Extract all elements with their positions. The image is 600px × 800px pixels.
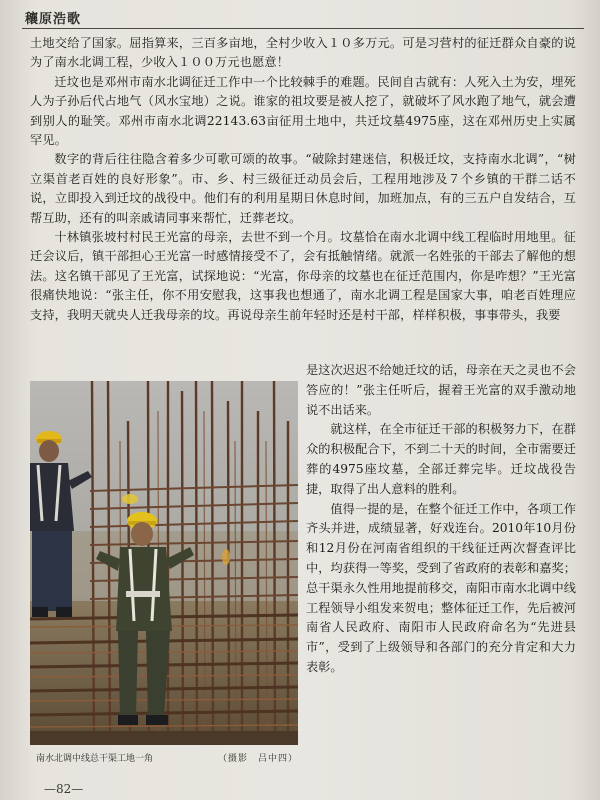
page-number: —82—: [44, 782, 84, 796]
paragraph: 数字的背后往往隐含着多少可歌可颂的故事。“破除封建迷信，积极迁坟，支持南水北调”，“树立渠首老百姓的良好形象”。市、乡、村三级征迁动员会后，工程用地涉及７个乡镇的干群二话不说，立即投入到迁坟的战役中。他们有的利用星期日休息时间，加班加点，有的三五户自发结合，互帮互助，还有的叫亲戚请同事来帮忙，迁葬老坟。: [30, 152, 576, 225]
paragraph: 迁坟也是邓州市南水北调征迁工作中一个比较棘手的难题。民间自古就有：人死入土为安，埋死人为子孙后代占地气（风水宝地）之说。谁家的祖坟要是被人挖了，就破坏了风水跑了地气，就会遭到别人的耻笑。邓州市南水北调22143.63亩征用土地中，共迁坟墓4975座，这在邓州历史上实属罕见。: [30, 74, 576, 148]
photo-credit: （摄影 吕中四）: [217, 754, 298, 764]
construction-photo: [30, 381, 298, 745]
paragraph: 值得一提的是，在整个征迁工作中，各项工作齐头并进，成绩显著，好戏连台。2010年10月份和12月份在河南省组织的干线征迁两次督查评比中，均获得一等奖，受到了省政府的表彰和嘉奖；总干渠永久性用地提前移交，南阳市南水北调中线工程领导小组发来贺电；整体征迁工作，先后被河南省人民政府、南阳市人民政府命名为“先进县市”，受到了上级领导和各部门的充分肯定和大力表彰。: [306, 501, 576, 674]
article-photo: [30, 381, 298, 745]
article-body-top: [30, 34, 576, 325]
paragraph: 就这样，在全市征迁干部的积极努力下，在群众的积极配合下，不到二十天的时间，全市需要迁葬的4975座坟墓，全部迁葬完毕。迁坟战役告捷，取得了出人意料的胜利。: [306, 422, 576, 496]
section-title: 穰原浩歌: [25, 12, 82, 27]
article-body-right-column: [306, 361, 576, 678]
page-header: [22, 6, 584, 29]
paragraph: 是这次迟迟不给她迁坟的话，母亲在天之灵也不会答应的！”张主任听后，握着王光富的双手激动地说不出话来。: [306, 363, 576, 417]
paragraph: 土地交给了国家。屈指算来，三百多亩地，全村少收入１０多万元。可是习营村的征迁群众自豪的说为了南水北调工程，少收入１００万元也愿意！: [30, 36, 576, 70]
caption-text: 南水北调中线总干渠工地一角: [36, 754, 154, 764]
paragraph: 十林镇张坡村村民王光富的母亲，去世不到一个月。坟墓恰在南水北调中线工程临时用地里。征迁会议后，镇干部担心王光富一时感情接受不了，会有抵触情绪。就派一名姓张的干部去了解他的想法。这名镇干部见了王光富，试探地说：“光富，你母亲的坟墓也在征迁范围内，你是咋想？”王光富很痛快地说：“张主任，你不用安慰我，这事我也想通了，南水北调工程是国家大事，咱老百姓理应支持，我明天就央人迁我母亲的坟。再说母亲生前年轻时还是村干部，样样积极，事事带头，我要: [30, 230, 576, 322]
photo-caption: [36, 751, 298, 764]
